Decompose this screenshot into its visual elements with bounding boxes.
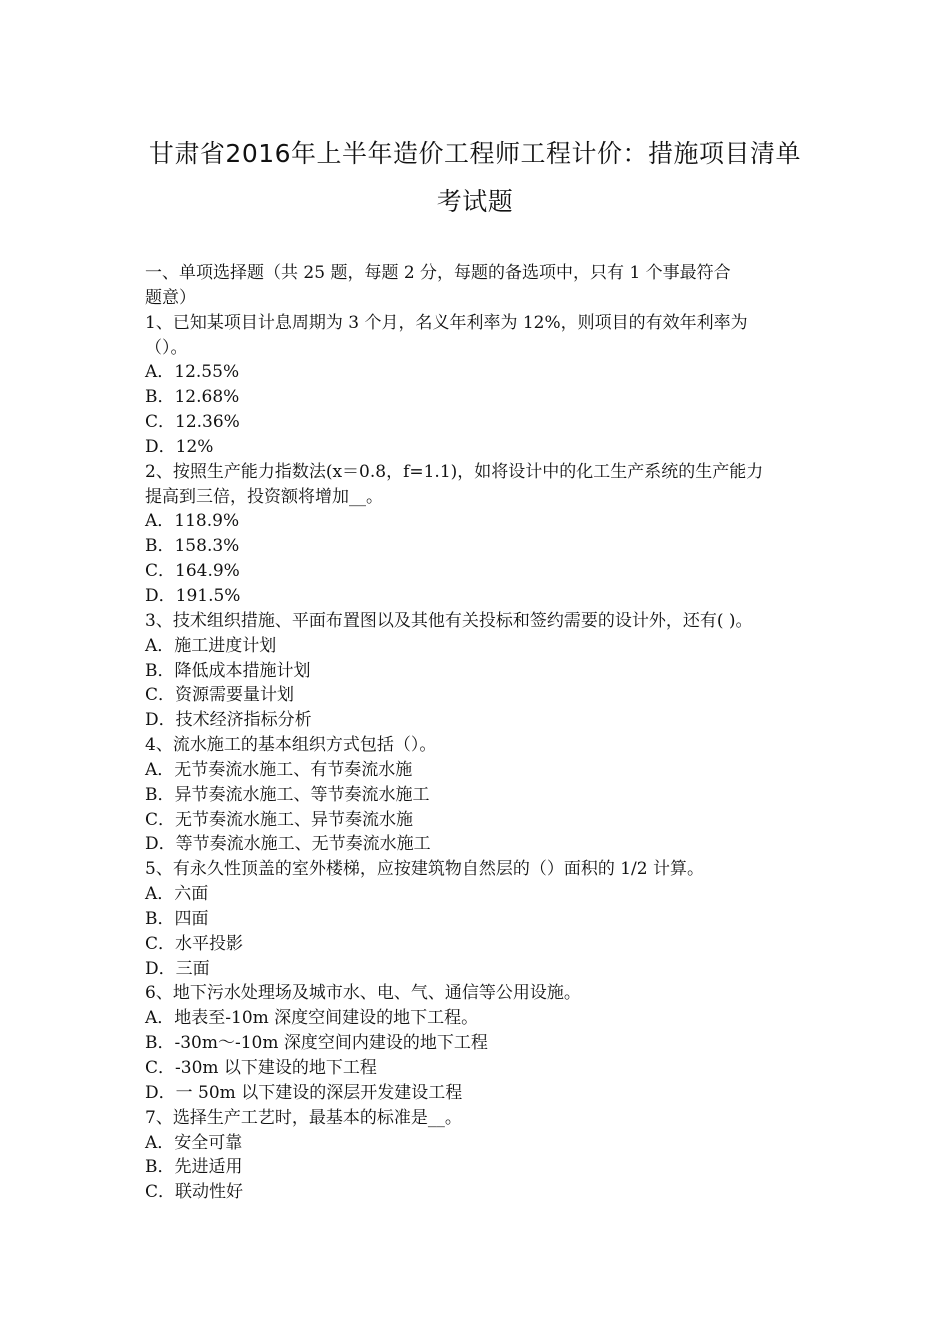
q6-stem: 6、地下污水处理场及城市水、电、气、通信等公用设施。 (145, 983, 581, 1004)
q1-option-a: A．12.55% (145, 362, 240, 383)
q2-option-a: A．118.9% (145, 511, 240, 532)
document-title-line-2: 考试题 (436, 187, 514, 216)
section-header-line-1: 一、单项选择题（共 25 题，每题 2 分，每题的备选项中，只有 1 个事最符合 (145, 263, 731, 283)
q2-option-b: B．158.3% (145, 536, 240, 557)
q1-stem-line-1: 1、已知某项目计息周期为 3 个月，名义年利率为 12%，则项目的有效年利率为 (145, 312, 748, 333)
q1-option-b: B．12.68% (145, 387, 240, 408)
document-title-line-1: 甘肃省2016年上半年造价工程师工程计价：措施项目清单 (148, 139, 802, 168)
q5-stem: 5、有永久性顶盖的室外楼梯，应按建筑物自然层的（）面积的 1/2 计算。 (145, 859, 704, 880)
section-header-line-2: 题意） (145, 287, 196, 308)
q2-stem-line-2: 提高到三倍，投资额将增加__。 (145, 486, 383, 507)
q2-option-c: C．164.9% (145, 561, 240, 582)
q2-option-d: D．191.5% (145, 585, 241, 606)
q3-option-d: D．技术经济指标分析 (145, 710, 312, 731)
q4-option-c: C．无节奏流水施工、异节奏流水施 (145, 809, 414, 830)
q6-option-d: D．一 50m 以下建设的深层开发建设工程 (145, 1082, 463, 1103)
q7-option-b: B．先进适用 (145, 1157, 243, 1178)
q5-option-b: B．四面 (145, 908, 209, 929)
q6-option-c: C．-30m 以下建设的地下工程 (145, 1058, 377, 1078)
q2-stem-line-1: 2、按照生产能力指数法(x＝0.8，f=1.1)，如将设计中的化工生产系统的生产能力 (145, 461, 764, 482)
q4-stem: 4、流水施工的基本组织方式包括（）。 (145, 735, 437, 756)
q3-option-c: C．资源需要量计划 (145, 685, 295, 706)
q1-option-c: C．12.36% (145, 412, 240, 433)
q6-option-b: B．-30m～-10m 深度空间内建设的地下工程 (145, 1033, 488, 1054)
q4-option-b: B．异节奏流水施工、等节奏流水施工 (145, 784, 430, 805)
q1-stem-line-2: （）。 (145, 337, 188, 358)
document-body (145, 261, 810, 1205)
q3-option-b: B．降低成本措施计划 (145, 660, 311, 681)
q5-option-a: A．六面 (145, 884, 209, 905)
q3-option-a: A．施工进度计划 (145, 635, 277, 656)
q4-option-d: D．等节奏流水施工、无节奏流水施工 (145, 834, 431, 855)
q5-option-c: C．水平投影 (145, 933, 244, 954)
q4-option-a: A．无节奏流水施工、有节奏流水施 (145, 759, 413, 780)
q7-option-a: A．安全可靠 (145, 1132, 243, 1153)
q3-stem: 3、技术组织措施、平面布置图以及其他有关投标和签约需要的设计外，还有( )。 (145, 610, 753, 631)
q7-option-c: C．联动性好 (145, 1182, 244, 1203)
q7-stem: 7、选择生产工艺时，最基本的标准是__。 (145, 1107, 462, 1128)
q5-option-d: D．三面 (145, 958, 210, 979)
q1-option-d: D．12% (145, 436, 214, 457)
q6-option-a: A．地表至-10m 深度空间建设的地下工程。 (145, 1008, 479, 1029)
